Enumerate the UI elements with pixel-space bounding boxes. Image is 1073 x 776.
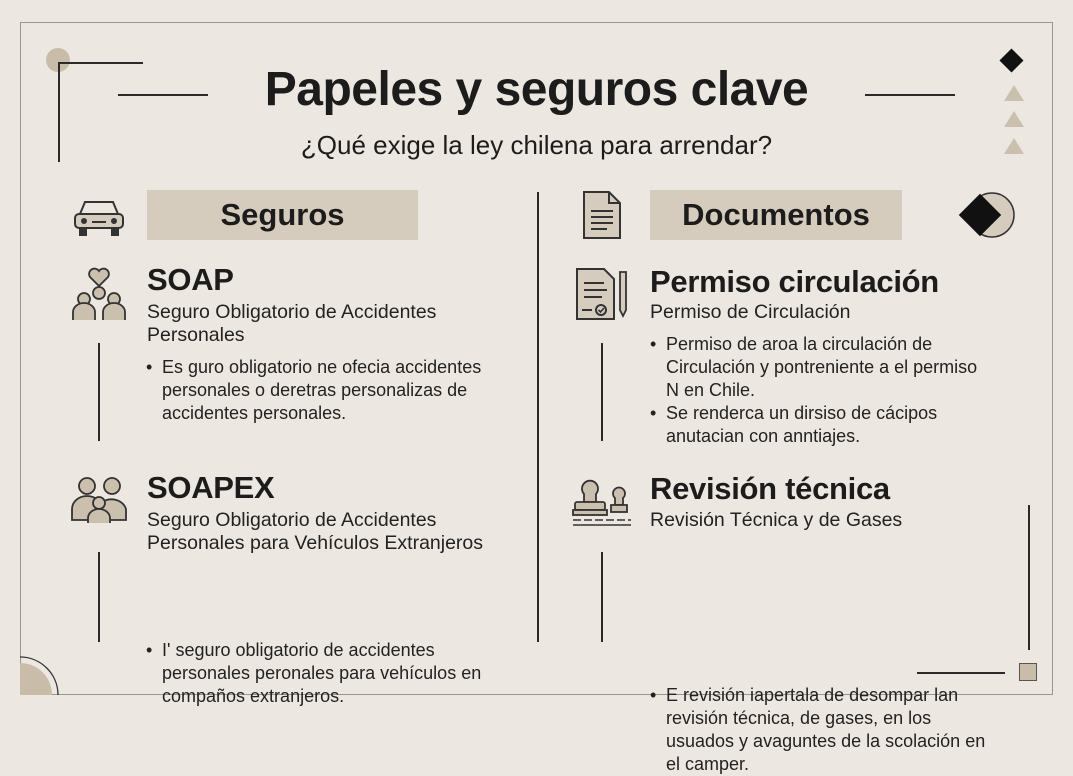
item-bullet: • I' seguro obligatorio de accidentes personales peronales para vehículos en compaños extranjeros.	[146, 639, 506, 708]
item-title: SOAP	[147, 262, 234, 297]
diamond-circle-icon	[952, 190, 1018, 240]
item-title: SOAPEX	[147, 470, 275, 505]
column-divider	[537, 192, 539, 642]
family-icon	[69, 473, 129, 525]
item-connector	[98, 343, 100, 441]
page-subtitle: ¿Qué exige la ley chilena para arrendar?	[300, 130, 773, 160]
car-icon	[72, 196, 126, 238]
item-bullets	[650, 333, 980, 448]
item-bullet: • E revisión iapertala de desompar lan revisión técnica, de gases, en los usuados y avaguntes de la scolación en el camper.	[650, 684, 995, 776]
item-subtitle: Seguro Obligatorio de Accidentes Personales	[147, 301, 437, 346]
item-bullet: • Es guro obligatorio ne ofecia accidentes personales o deretras personalizas de accidentes personales.	[146, 356, 516, 425]
decor-square	[1019, 663, 1037, 681]
people-heart-icon	[70, 266, 128, 322]
item-title: Permiso circulación	[650, 264, 939, 299]
section-header-seguros: Seguros	[147, 190, 418, 240]
decor-line-bottom	[917, 672, 1005, 674]
item-subtitle: Permiso de Circulación	[650, 301, 851, 323]
decor-line-right	[1028, 505, 1030, 650]
document-icon	[581, 189, 623, 241]
item-subtitle: Revisión Técnica y de Gases	[650, 509, 903, 531]
item-title: Revisión técnica	[650, 471, 890, 506]
item-connector	[601, 552, 603, 642]
item-subtitle: Seguro Obligatorio de Accidentes Personales para Vehículos Extranjeros	[147, 509, 484, 554]
item-connector	[601, 343, 603, 441]
item-bullet: • Permiso de aroa la circulación de Circulación y pontreniente a el permiso N en Chile.	[650, 333, 980, 402]
page-title: Papeles y seguros clave	[264, 63, 809, 116]
section-header-documentos: Documentos	[650, 190, 902, 240]
item-bullet: • Se renderca un dirsiso de cácipos anutacian con anntiajes.	[650, 402, 980, 448]
stamps-icon	[571, 472, 633, 528]
item-connector	[98, 552, 100, 642]
signed-document-icon	[574, 266, 630, 322]
decor-quarter-circle	[20, 655, 62, 695]
